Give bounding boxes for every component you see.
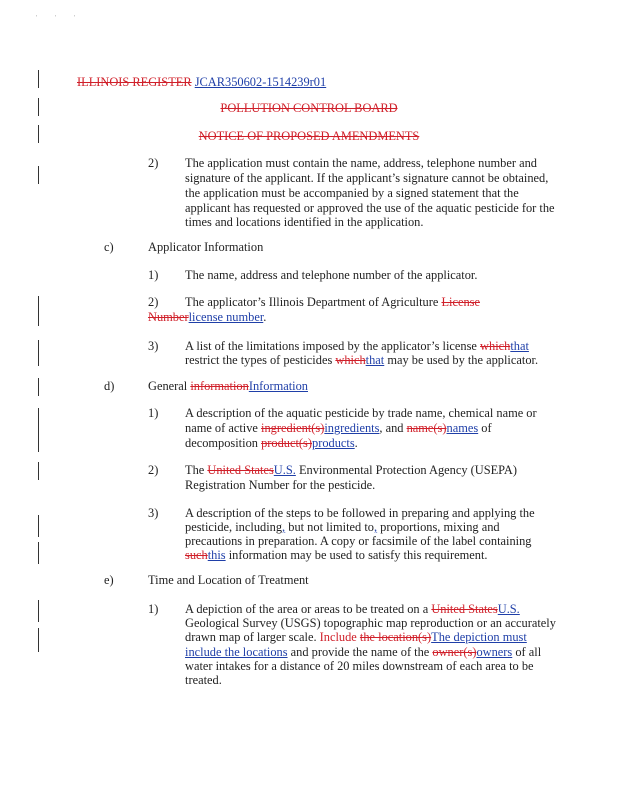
- inserted-text: that: [365, 353, 385, 367]
- text-line: [185, 339, 529, 353]
- change-bar: [38, 515, 39, 537]
- text-segment: A description of the aquatic pesticide by trade name, chemical name or: [185, 406, 537, 420]
- item-number: e): [104, 573, 114, 587]
- text-segment: A depiction of the area or areas to be treated on a: [185, 602, 432, 616]
- deleted-text: which: [480, 339, 511, 353]
- notice-title: [0, 129, 618, 143]
- text-segment: Registration Number for the pesticide.: [185, 478, 376, 492]
- text-line: [148, 310, 266, 324]
- item-number: 2): [148, 463, 159, 477]
- text-line: [185, 659, 534, 673]
- text-segment: Time and Location of Treatment: [148, 573, 309, 587]
- text-segment: proportions, mixing and: [377, 520, 500, 534]
- text-segment: General: [148, 379, 191, 393]
- deleted-text: POLLUTION CONTROL BOARD: [220, 101, 398, 115]
- inserted-text: The depiction must: [431, 630, 527, 644]
- text-segment: treated.: [185, 673, 222, 687]
- text-segment: Include: [319, 630, 360, 644]
- text-segment: pesticide, including: [185, 520, 283, 534]
- text-segment: restrict the types of pesticides: [185, 353, 336, 367]
- change-bar: [38, 600, 39, 622]
- inserted-text: names: [446, 421, 479, 435]
- item-number: d): [104, 379, 115, 393]
- text-line: [185, 463, 517, 477]
- deleted-text: owner(s): [432, 645, 477, 659]
- text-line: [185, 602, 520, 616]
- change-bar: [38, 98, 39, 116]
- text-segment: of all: [512, 645, 542, 659]
- deleted-text: Number: [148, 310, 189, 324]
- inserted-text: include the locations: [185, 645, 288, 659]
- text-line: [185, 534, 531, 548]
- text-segment: Geological Survey (USGS) topographic map reproduction or an accurately: [185, 616, 556, 630]
- text-line: [185, 406, 537, 420]
- text-segment: The name, address and telephone number of the applicator.: [185, 268, 478, 282]
- deleted-text: NOTICE OF PROPOSED AMENDMENTS: [198, 129, 420, 143]
- text-segment: .: [263, 310, 267, 324]
- text-segment: the application must be accompanied by a signed statement that the: [185, 186, 519, 200]
- inserted-text: ,: [282, 520, 286, 534]
- change-bar: [38, 408, 39, 452]
- text-line: [185, 673, 222, 687]
- deleted-text: product(s): [261, 436, 312, 450]
- item-number: 1): [148, 406, 159, 420]
- text-segment: Applicator Information: [148, 240, 264, 254]
- text-line: [185, 295, 480, 309]
- text-line: [148, 573, 309, 587]
- text-segment: The application must contain the name, address, telephone number and: [185, 156, 537, 170]
- text-segment: decomposition: [185, 436, 262, 450]
- text-line: [185, 506, 535, 520]
- text-segment: may be used by the applicator.: [384, 353, 539, 367]
- change-bar: [38, 462, 39, 480]
- change-bar: [38, 166, 39, 184]
- text-segment: information may be used to satisfy this requirement.: [225, 548, 488, 562]
- text-line: [185, 186, 519, 200]
- inserted-text: products: [312, 436, 355, 450]
- change-bar: [38, 340, 39, 366]
- item-number: 1): [148, 268, 159, 282]
- change-bar: [38, 296, 39, 326]
- deleted-text: United States: [207, 463, 274, 477]
- deleted-text: License: [441, 295, 480, 309]
- text-segment: water intakes for a distance of 20 miles downstream of each area to be: [185, 659, 534, 673]
- text-segment: and provide the name of the: [287, 645, 433, 659]
- text-segment: times and locations identified in the application.: [185, 215, 424, 229]
- item-number: 2): [148, 295, 159, 309]
- text-line: [185, 215, 423, 229]
- scan-marks: ' ' ': [36, 14, 84, 22]
- inserted-text: JCAR350602-1514239r01: [194, 75, 327, 89]
- text-line: [185, 630, 527, 644]
- text-segment: but not limited to: [285, 520, 374, 534]
- text-line: [185, 201, 555, 215]
- item-number: 3): [148, 339, 159, 353]
- text-segment: The applicator’s Illinois Department of Agriculture: [185, 295, 442, 309]
- text-line: [185, 548, 488, 562]
- inserted-text: that: [510, 339, 529, 353]
- text-line: [185, 616, 556, 630]
- register-header: [77, 75, 326, 89]
- text-segment: , and: [379, 421, 407, 435]
- inserted-text: this: [207, 548, 226, 562]
- text-line: [148, 379, 308, 393]
- inserted-text: U.S.: [497, 602, 520, 616]
- text-line: [185, 156, 537, 170]
- text-segment: name of active: [185, 421, 262, 435]
- text-segment: signature of the applicant. If the applicant’s signature cannot be obtained,: [185, 171, 549, 185]
- text-line: [185, 268, 477, 282]
- text-line: [185, 171, 548, 185]
- agency-title: [0, 101, 618, 115]
- inserted-text: owners: [476, 645, 513, 659]
- inserted-text: ingredients: [324, 421, 380, 435]
- text-line: [185, 436, 358, 450]
- text-segment: .: [354, 436, 358, 450]
- change-bar: [38, 70, 39, 88]
- text-segment: of: [478, 421, 492, 435]
- text-line: [148, 240, 263, 254]
- text-line: [185, 520, 500, 534]
- text-segment: Environmental Protection Agency (USEPA): [295, 463, 518, 477]
- deleted-text: name(s): [406, 421, 447, 435]
- text-segment: applicant has requested or approved the use of the aquatic pesticide for the: [185, 201, 555, 215]
- change-bar: [38, 125, 39, 143]
- inserted-text: U.S.: [273, 463, 296, 477]
- change-bar: [38, 542, 39, 564]
- change-bar: [38, 628, 39, 652]
- item-number: 3): [148, 506, 159, 520]
- item-number: 2): [148, 156, 159, 170]
- text-line: [185, 421, 492, 435]
- item-number: 1): [148, 602, 159, 616]
- item-number: c): [104, 240, 114, 254]
- text-segment: precautions in preparation. A copy or facsimile of the label containing: [185, 534, 532, 548]
- text-line: [185, 478, 375, 492]
- change-bar: [38, 378, 39, 396]
- inserted-text: Information: [248, 379, 308, 393]
- text-line: [185, 645, 541, 659]
- text-segment: A list of the limitations imposed by the applicator’s license: [185, 339, 481, 353]
- deleted-text: United States: [431, 602, 498, 616]
- text-line: [185, 353, 538, 367]
- text-segment: The: [185, 463, 208, 477]
- deleted-text: ingredient(s): [261, 421, 325, 435]
- deleted-text: information: [190, 379, 249, 393]
- inserted-text: license number: [188, 310, 264, 324]
- deleted-text: which: [335, 353, 366, 367]
- text-segment: A description of the steps to be followed in preparing and applying the: [185, 506, 535, 520]
- deleted-text: the location(s): [359, 630, 432, 644]
- deleted-text: ILLINOIS REGISTER: [77, 75, 192, 89]
- text-segment: drawn map of larger scale.: [185, 630, 320, 644]
- inserted-text: ,: [373, 520, 378, 534]
- deleted-text: such: [185, 548, 208, 562]
